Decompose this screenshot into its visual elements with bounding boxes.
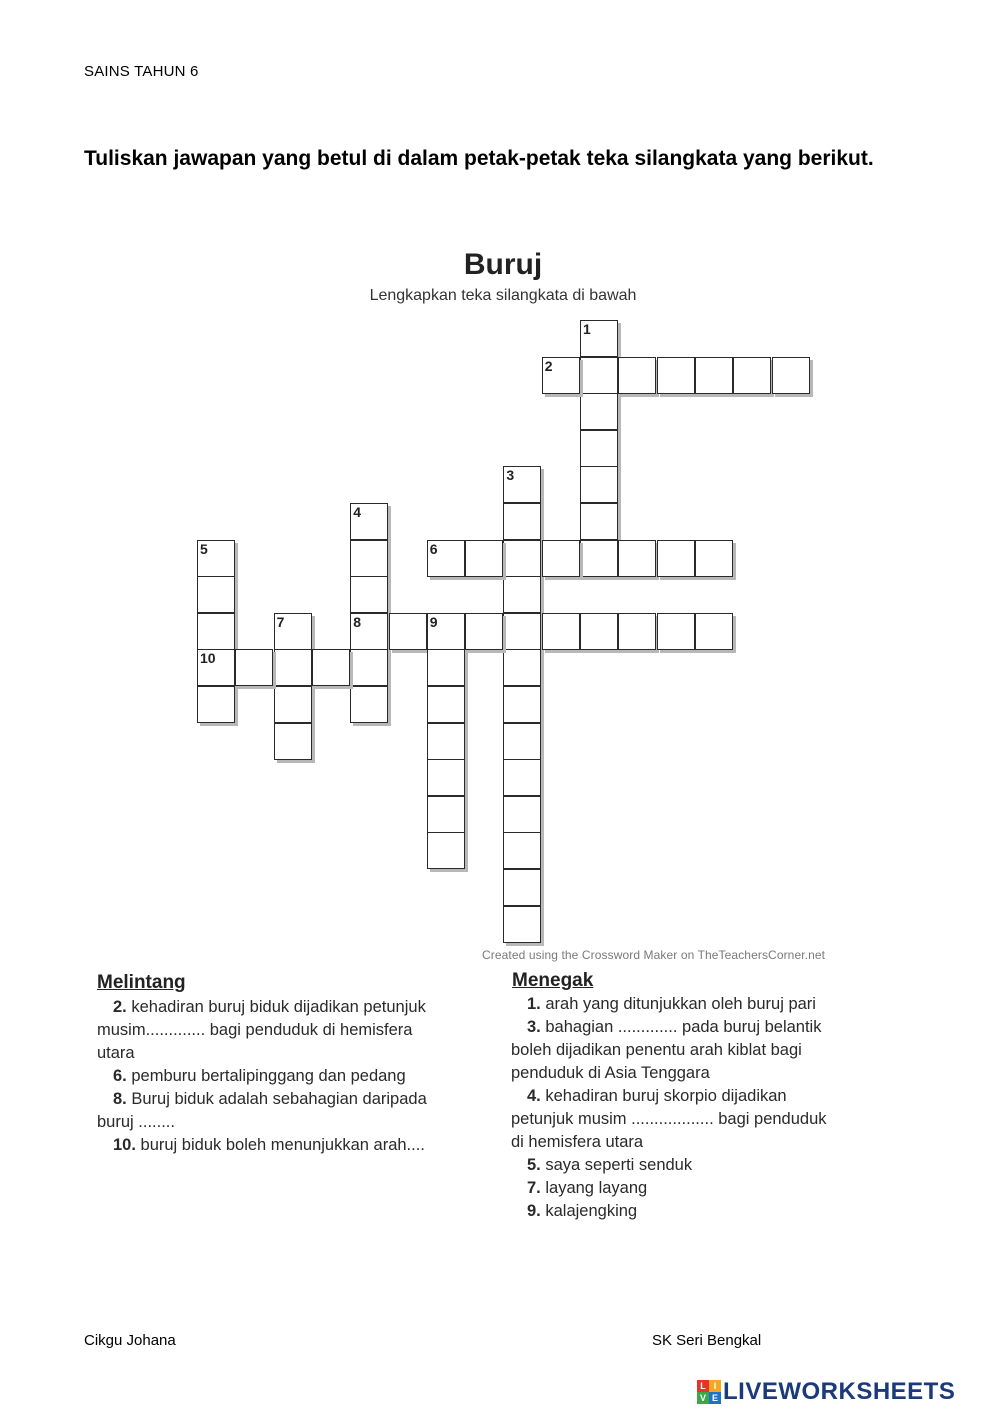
down-heading: Menegak bbox=[512, 970, 594, 991]
crossword-cell[interactable] bbox=[618, 357, 656, 394]
clue-number: 8. bbox=[113, 1090, 127, 1108]
puzzle-title: Buruj bbox=[463, 248, 543, 281]
brand-letter: L bbox=[697, 1380, 709, 1392]
crossword-cell[interactable] bbox=[350, 649, 388, 686]
cell-number: 3 bbox=[506, 467, 515, 484]
crossword-cell[interactable] bbox=[503, 576, 541, 613]
crossword-cell[interactable] bbox=[618, 540, 656, 577]
crossword-cell[interactable] bbox=[618, 613, 656, 650]
crossword-cell[interactable] bbox=[427, 686, 465, 723]
crossword-cell[interactable] bbox=[542, 613, 580, 650]
crossword-cell[interactable] bbox=[503, 613, 541, 650]
clue-text: pemburu bertalipinggang dan pedang bbox=[131, 1067, 406, 1085]
crossword-cell[interactable] bbox=[350, 576, 388, 613]
crossword-cell[interactable] bbox=[427, 759, 465, 796]
cell-number: 2 bbox=[544, 357, 553, 374]
cell-number: 6 bbox=[429, 540, 438, 557]
brand-name: LIVEWORKSHEETS bbox=[723, 1378, 956, 1405]
crossword-cell[interactable] bbox=[580, 503, 618, 540]
brand-mark-icon bbox=[697, 1380, 721, 1404]
clue-item bbox=[527, 993, 909, 1016]
footer-school: SK Seri Bengkal bbox=[652, 1332, 762, 1349]
clue-continuation: petunjuk musim .................. bagi penduduk bbox=[511, 1110, 827, 1128]
clue-number: 3. bbox=[527, 1018, 541, 1036]
crossword-cell[interactable] bbox=[427, 649, 465, 686]
clue-continuation: musim............. bagi penduduk di hemisfera bbox=[97, 1021, 413, 1039]
puzzle-subtitle: Lengkapkan teka silangkata di bawah bbox=[369, 287, 637, 304]
clue-number: 7. bbox=[527, 1179, 541, 1197]
down-clue-list bbox=[511, 993, 909, 1223]
instruction-text: Tuliskan jawapan yang betul di dalam petak-petak teka silangkata yang berikut. bbox=[84, 147, 874, 170]
clue-number: 9. bbox=[527, 1202, 541, 1220]
clue-text: kalajengking bbox=[545, 1202, 638, 1220]
crossword-cell[interactable] bbox=[427, 723, 465, 760]
crossword-cell[interactable] bbox=[427, 540, 465, 577]
clue-number: 1. bbox=[527, 995, 541, 1013]
brand-letter: I bbox=[709, 1380, 721, 1392]
across-heading: Melintang bbox=[97, 972, 186, 993]
clue-continuation: di hemisfera utara bbox=[511, 1133, 644, 1151]
clue-number: 6. bbox=[113, 1067, 127, 1085]
crossword-cell[interactable] bbox=[542, 540, 580, 577]
brand-logo bbox=[697, 1378, 955, 1406]
clue-continuation: penduduk di Asia Tenggara bbox=[511, 1064, 710, 1082]
clue-number: 10. bbox=[113, 1136, 136, 1154]
crossword-cell[interactable] bbox=[657, 540, 695, 577]
crossword-cell[interactable] bbox=[580, 613, 618, 650]
subject-label: SAINS TAHUN 6 bbox=[84, 63, 199, 80]
crossword-cell[interactable] bbox=[427, 832, 465, 869]
across-clue-list bbox=[97, 996, 495, 1157]
crossword-cell[interactable] bbox=[465, 613, 503, 650]
crossword-cell[interactable] bbox=[465, 540, 503, 577]
crossword-cell[interactable] bbox=[580, 466, 618, 503]
crossword-cell[interactable] bbox=[427, 613, 465, 650]
clue-text: layang layang bbox=[545, 1179, 648, 1197]
clue-item bbox=[527, 1016, 909, 1039]
clue-number: 5. bbox=[527, 1156, 541, 1174]
cell-number: 5 bbox=[200, 540, 208, 557]
credit-text: Created using the Crossword Maker on TheTeachersCorner.net bbox=[482, 948, 826, 962]
crossword-cell[interactable] bbox=[772, 357, 810, 394]
clue-continuation: buruj ........ bbox=[97, 1113, 175, 1131]
crossword-cell[interactable] bbox=[312, 649, 350, 686]
crossword-cell[interactable] bbox=[197, 613, 235, 650]
crossword-cell[interactable] bbox=[274, 649, 312, 686]
crossword-cell[interactable] bbox=[580, 393, 618, 430]
cell-number: 4 bbox=[353, 504, 361, 520]
crossword-cell[interactable] bbox=[503, 832, 541, 869]
clue-number: 2. bbox=[113, 998, 127, 1016]
crossword-cell[interactable] bbox=[350, 540, 388, 577]
cell-number: 9 bbox=[429, 613, 438, 630]
crossword-cell[interactable] bbox=[274, 686, 312, 723]
clue-text: kehadiran buruj biduk dijadikan petunjuk bbox=[131, 998, 426, 1016]
crossword-cell[interactable] bbox=[503, 649, 541, 686]
crossword-cell[interactable] bbox=[197, 686, 235, 723]
crossword-cell[interactable] bbox=[197, 576, 235, 613]
clue-text: bahagian ............. pada buruj belantik bbox=[545, 1018, 822, 1036]
clue-item bbox=[113, 1088, 495, 1111]
crossword-cell[interactable] bbox=[503, 686, 541, 723]
crossword-cell[interactable] bbox=[427, 796, 465, 833]
brand-letter: V bbox=[697, 1392, 709, 1404]
clue-item bbox=[113, 1134, 495, 1157]
clue-continuation: boleh dijadikan penentu arah kiblat bagi bbox=[511, 1041, 802, 1059]
clue-text: buruj biduk boleh menunjukkan arah.... bbox=[140, 1136, 425, 1154]
footer-teacher: Cikgu Johana bbox=[84, 1332, 176, 1349]
clue-text: saya seperti senduk bbox=[545, 1156, 693, 1174]
crossword-cell[interactable] bbox=[503, 906, 541, 943]
crossword-cell[interactable] bbox=[389, 613, 427, 650]
crossword-cell[interactable] bbox=[235, 649, 273, 686]
crossword-cell[interactable] bbox=[695, 357, 733, 394]
clue-item bbox=[527, 1085, 909, 1108]
clue-text: kehadiran buruj skorpio dijadikan bbox=[545, 1087, 787, 1105]
crossword-cell[interactable] bbox=[733, 357, 771, 394]
crossword-cell[interactable] bbox=[580, 357, 618, 394]
crossword-cell[interactable] bbox=[274, 613, 312, 650]
crossword-cell[interactable] bbox=[657, 613, 695, 650]
crossword-cell[interactable] bbox=[274, 723, 312, 760]
crossword-cell[interactable] bbox=[503, 723, 541, 760]
crossword-cell[interactable] bbox=[350, 686, 388, 723]
cell-number: 1 bbox=[583, 321, 591, 337]
crossword-cell[interactable] bbox=[503, 869, 541, 906]
clue-item bbox=[527, 1177, 909, 1200]
crossword-cell[interactable] bbox=[503, 540, 541, 577]
crossword-cell[interactable] bbox=[580, 320, 618, 357]
clue-item bbox=[113, 996, 495, 1019]
crossword-cell[interactable] bbox=[503, 759, 541, 796]
crossword-cell[interactable] bbox=[197, 540, 235, 577]
crossword-cell[interactable] bbox=[350, 613, 388, 650]
crossword-cell[interactable] bbox=[580, 540, 618, 577]
clue-item bbox=[527, 1154, 909, 1177]
crossword-cell[interactable] bbox=[503, 796, 541, 833]
crossword-cell[interactable] bbox=[695, 613, 733, 650]
crossword-cell[interactable] bbox=[542, 357, 580, 394]
clue-item bbox=[527, 1200, 909, 1223]
clue-item bbox=[113, 1065, 495, 1088]
crossword-cell[interactable] bbox=[695, 540, 733, 577]
crossword-cell[interactable] bbox=[657, 357, 695, 394]
clue-number: 4. bbox=[527, 1087, 541, 1105]
crossword-cell[interactable] bbox=[580, 430, 618, 467]
crossword-cell[interactable] bbox=[197, 649, 235, 686]
brand-letter: E bbox=[709, 1392, 721, 1404]
clue-continuation: utara bbox=[97, 1044, 135, 1062]
clue-text: Buruj biduk adalah sebahagian daripada bbox=[131, 1090, 427, 1108]
crossword-cell[interactable] bbox=[350, 503, 388, 540]
crossword-cell[interactable] bbox=[503, 503, 541, 540]
cell-number: 10 bbox=[200, 650, 216, 667]
cell-number: 8 bbox=[353, 613, 361, 630]
clue-text: arah yang ditunjukkan oleh buruj pari bbox=[545, 995, 816, 1013]
cell-number: 7 bbox=[276, 613, 285, 630]
crossword-cell[interactable] bbox=[503, 466, 541, 503]
